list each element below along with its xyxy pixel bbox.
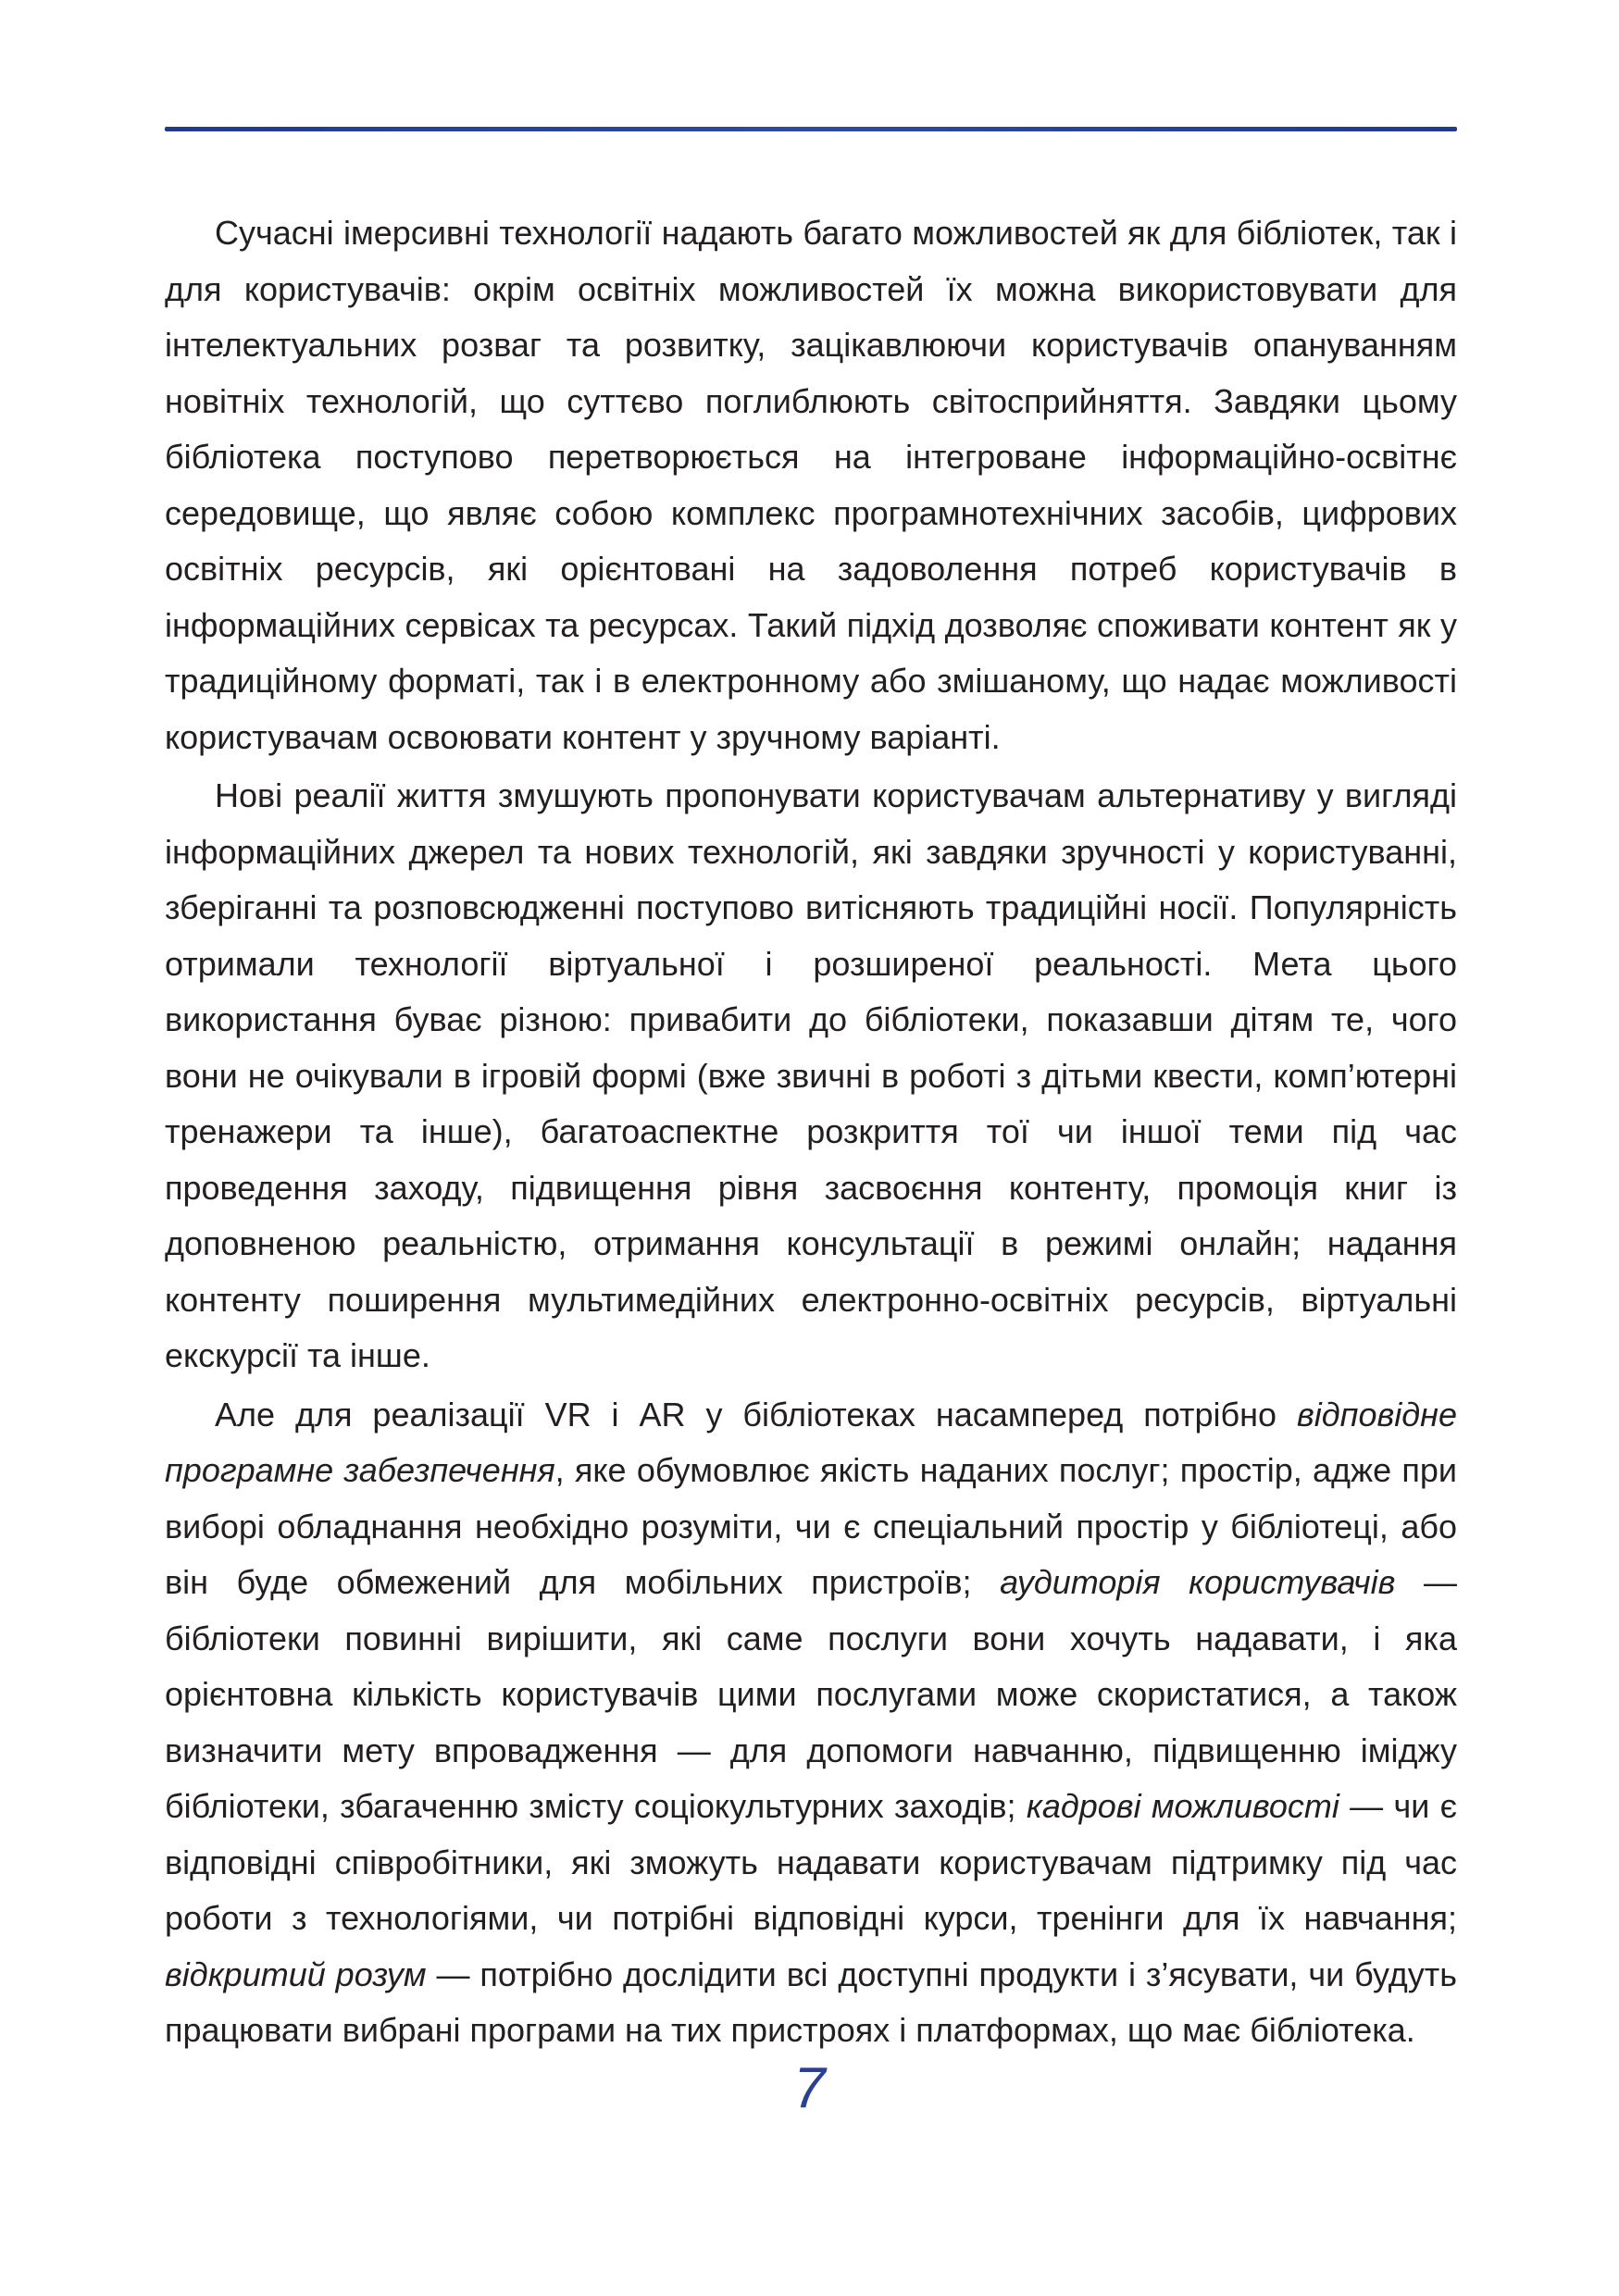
emphasis-text: відповідне програмне забезпечення — [165, 1395, 1457, 1489]
paragraph-text: Але для реалізації VR і AR у бібліотеках насамперед потрібно — [215, 1395, 1297, 1433]
paragraph-text: Нові реалії життя змушують пропонувати користувачам альтернативу у вигляді інформаційних джерел та нових технологій, які завдяки зручності у користуванні, зберіганні та розповсюдженні поступово витісняють традиційні носії. Популярність отримали технології віртуальної і розширеної реальності. Мета цього використання буває різною: привабити до бібліотеки, показавши дітям те, чого вони не очікували в ігровій формі (вже звичні в роботі з дітьми квести, комп’ютерні тренажери та інше), багатоаспектне розкриття тої чи іншої теми під час проведення заходу, підвищення рівня засвоєння контенту, промоція книг із доповненою реальністю, отримання консультації в режимі онлайн; надання контенту поширення мультимедійних електронно-освітніх ресурсів, віртуальні екскурсії та інше. — [165, 776, 1457, 1374]
paragraph-text: Сучасні імерсивні технології надають багато можливостей як для бібліотек, так і для користувачів: окрім освітніх можливостей їх можна використовувати для інтелектуальних розваг та розвитку, зацікавлюючи користувачів опануванням новітніх технологій, що суттєво поглиблюють світосприйняття. Завдяки цьому бібліотека поступово перетворюється на інтегроване інформаційно-освітнє середовище, що являє собою комплекс програмнотехнічних засобів, цифрових освітніх ресурсів, які орієнтовані на задоволення потреб користувачів в інформаційних сервісах та ресурсах. Такий підхід дозволяє споживати контент як у традиційному форматі, так і в електронному або змішаному, що надає можливості користувачам освоювати контент у зручному варіанті. — [165, 214, 1457, 756]
emphasis-text: відкритий розум — [165, 1955, 427, 1993]
paragraph — [165, 768, 1457, 1384]
paragraph-text: — бібліотеки повинні вирішити, які саме послуги вони хочуть надавати, і яка орієнтовна кількість користувачів цими послугами може скористатися, а також визначити мету впровадження — для допомоги навчанню, підвищенню іміджу бібліотеки, збагаченню змісту соціокультурних заходів; — [165, 1563, 1457, 1825]
body-text — [165, 205, 1457, 2062]
paragraph — [165, 205, 1457, 765]
header-rule — [165, 127, 1457, 131]
paragraph-text: — чи є відповідні співробітники, які зможуть надавати користувачам підтримку під час роботи з технологіями, чи потрібні відповідні курси, тренінги для їх навчання; — [165, 1787, 1458, 1937]
emphasis-text: аудиторія користувачів — [1000, 1563, 1396, 1601]
paragraph-text: , яке обумовлює якість наданих послуг; простір, адже при виборі обладнання необхідно розуміти, чи є спеціальний простір у бібліотеці, або він буде обмежений для мобільних пристроїв; — [165, 1451, 1457, 1601]
page-number: 7 — [793, 2056, 826, 2120]
emphasis-text: кадрові можливості — [1026, 1787, 1339, 1825]
paragraph-text: — потрібно дослідити всі доступні продукти і з’ясувати, чи будуть працювати вибрані програми на тих пристроях і платформах, що має бібліотека. — [165, 1955, 1458, 2049]
paragraph — [165, 1387, 1457, 2059]
